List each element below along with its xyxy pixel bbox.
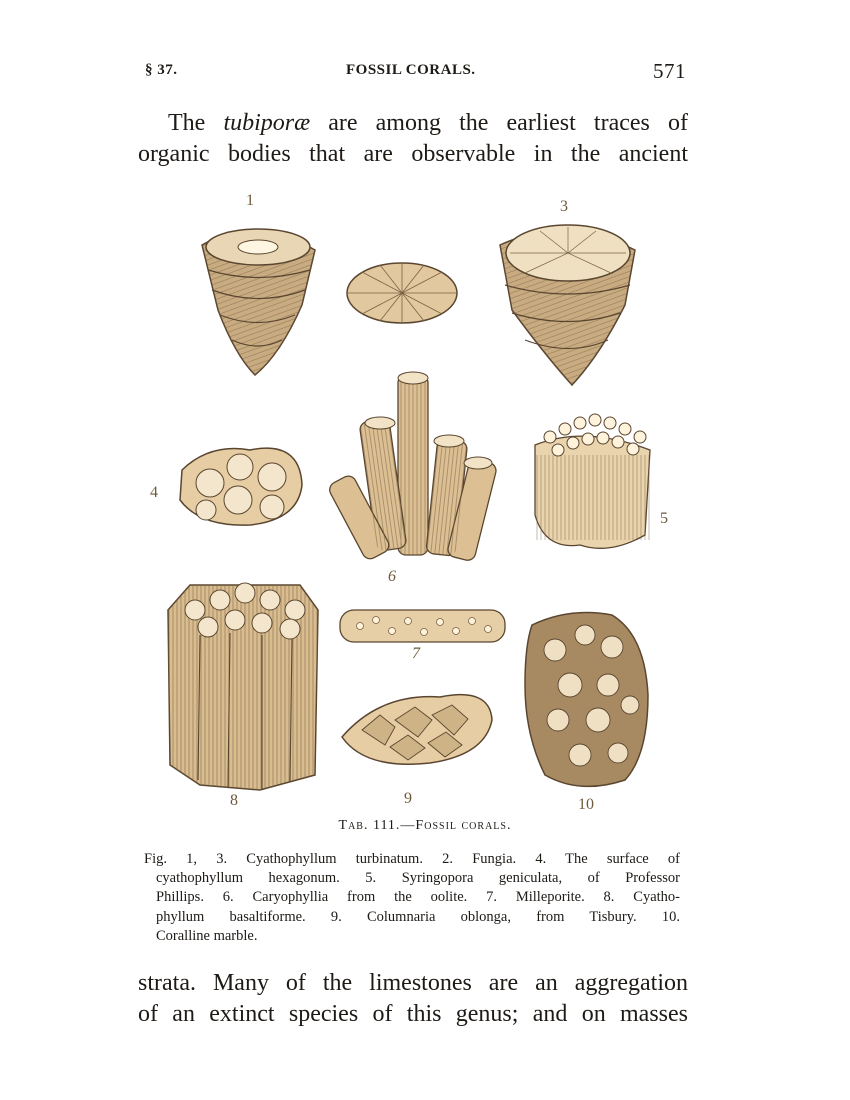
caption-line: cyathophyllum hexagonum. 5. Syringopora geniculata, of Professor: [156, 870, 680, 887]
caption-line: phyllum basaltiforme. 9. Columnaria oblonga, from Tisbury. 10.: [156, 908, 680, 925]
figure-number-5: 5: [660, 510, 668, 527]
figure-number-10: 10: [578, 796, 594, 813]
figure-10-coralline-marble: [525, 613, 648, 787]
figure-number-9: 9: [404, 790, 412, 807]
body-line-4: of an extinct species of this genus; and on masses: [138, 1001, 688, 1027]
figure-8-basaltiforme: [168, 583, 318, 790]
body-line-3: strata. Many of the limestones are an aggregation: [138, 970, 688, 996]
figure-1-cyathophyllum: [202, 229, 315, 375]
caption-line: Fig. 1, 3. Cyathophyllum turbinatum. 2. Fungia. 4. The surface of: [144, 851, 680, 867]
figure-6-caryophyllia: [327, 372, 498, 562]
figure-number-3: 3: [560, 198, 568, 215]
figure-7-milleporite: [340, 610, 505, 642]
figure-9-columnaria: [342, 695, 492, 765]
running-title: FOSSIL CORALS.: [346, 62, 476, 78]
plate-title: Tab. 111.—Fossil corals.: [338, 818, 512, 833]
fossil-corals-plate: [140, 215, 700, 815]
figure-4-cyathophyllum-surface: [180, 448, 302, 525]
body-line-2: organic bodies that are observable in the ancient: [138, 141, 688, 167]
figure-caption: [144, 850, 680, 946]
section-number: § 37.: [145, 62, 178, 78]
figure-number-8: 8: [230, 792, 238, 809]
figure-number-6: 6: [388, 568, 396, 585]
figure-2-fungia: [347, 263, 457, 323]
body-line-1: The tubiporæ are among the earliest traces of: [168, 110, 689, 136]
figure-5-syringopora: [535, 414, 650, 548]
italic-term: tubiporæ: [223, 110, 311, 136]
figure-3-cyathophyllum: [500, 225, 635, 385]
figure-number-1: 1: [246, 192, 254, 209]
figure-number-7: 7: [412, 645, 420, 662]
figure-number-4: 4: [150, 484, 158, 501]
page-number: 571: [653, 59, 686, 83]
caption-line: Coralline marble.: [156, 927, 258, 944]
caption-line: Phillips. 6. Caryophyllia from the oolite. 7. Milleporite. 8. Cyatho-: [156, 889, 680, 906]
